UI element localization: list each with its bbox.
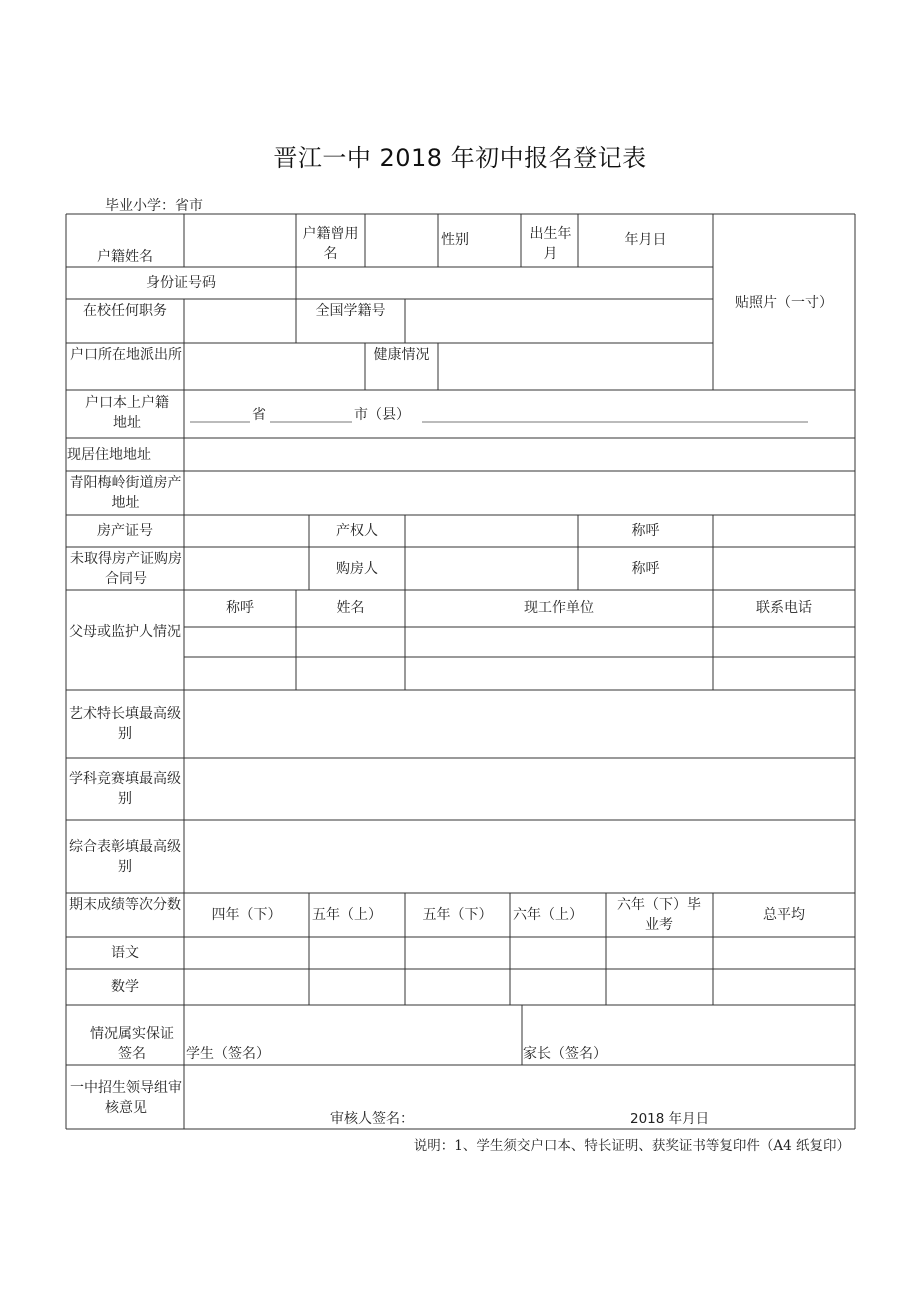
hukou-detail-input[interactable] xyxy=(422,400,808,422)
student-number-label: 全国学籍号 xyxy=(315,303,386,319)
score-col-graduation: 六年（下）毕业考 xyxy=(617,897,701,933)
contract-number-input[interactable] xyxy=(185,548,308,589)
current-address-input[interactable] xyxy=(185,439,854,470)
guardian-col-name: 姓名 xyxy=(336,600,365,616)
id-number-input[interactable] xyxy=(297,268,712,298)
parent-signature[interactable]: 家长（签名） xyxy=(523,1046,607,1062)
footnote: 说明：1、学生须交户口本、特长证明、获奖证书等复印件（A4 纸复印） xyxy=(413,1138,850,1154)
guardian-section-label: 父母或监护人情况 xyxy=(69,624,181,640)
qingyang-address-label: 青阳梅岭街道房产地址 xyxy=(69,475,182,511)
review-date: 2018 年月日 xyxy=(630,1111,710,1127)
graduated-school-label: 毕业小学：省市 xyxy=(105,198,203,214)
pledge-label: 情况属实保证签名 xyxy=(90,1026,174,1062)
photo-placeholder: 贴照片（一寸） xyxy=(735,295,833,311)
id-number-label: 身份证号码 xyxy=(146,275,216,291)
score-col-grade5-2: 五年（下） xyxy=(422,907,493,923)
gender-label: 性别 xyxy=(441,232,469,248)
score-row-chinese: 语文 xyxy=(111,945,139,961)
subject-competition-label: 学科竞赛填最高级别 xyxy=(69,771,181,807)
property-cert-input[interactable] xyxy=(185,516,308,546)
guardian-row[interactable] xyxy=(185,658,854,689)
score-row-math: 数学 xyxy=(111,979,139,995)
chinese-scores-row[interactable] xyxy=(185,938,854,968)
birth-label: 出生年月 xyxy=(529,226,572,262)
qingyang-address-input[interactable] xyxy=(185,472,854,514)
page-title: 晋江一中 2018 年初中报名登记表 xyxy=(273,144,647,172)
student-signature[interactable]: 学生（签名） xyxy=(186,1046,270,1062)
former-name-label: 户籍曾用名 xyxy=(302,226,359,262)
name-label: 户籍姓名 xyxy=(97,249,153,265)
owner-relation-label: 称呼 xyxy=(631,523,660,539)
property-cert-label: 房产证号 xyxy=(97,523,153,539)
score-col-average: 总平均 xyxy=(763,907,805,923)
score-col-grade4-2: 四年（下） xyxy=(211,907,282,923)
city-suffix: 市（县） xyxy=(354,407,410,423)
art-specialty-label: 艺术特长填最高级别 xyxy=(69,706,181,742)
contract-number-label: 未取得房产证购房合同号 xyxy=(70,551,182,587)
subject-competition-input[interactable] xyxy=(185,759,854,819)
police-station-input[interactable] xyxy=(185,344,364,389)
math-scores-row[interactable] xyxy=(185,970,854,1004)
guardian-col-phone: 联系电话 xyxy=(756,600,812,616)
guardian-row[interactable] xyxy=(185,628,854,656)
city-input[interactable] xyxy=(270,400,352,422)
owner-input[interactable] xyxy=(406,516,577,546)
school-post-label: 在校任何职务 xyxy=(83,303,167,319)
health-label: 健康情况 xyxy=(373,347,430,363)
scores-section-label: 期末成绩等次分数 xyxy=(69,897,181,913)
former-name-input[interactable] xyxy=(366,215,437,266)
reviewer-signature[interactable]: 审核人签名： xyxy=(330,1111,414,1127)
police-station-label: 户口所在地派出所 xyxy=(70,347,182,363)
province-suffix: 省 xyxy=(252,407,266,423)
buyer-input[interactable] xyxy=(406,548,577,589)
owner-relation-input[interactable] xyxy=(714,516,854,546)
owner-label: 产权人 xyxy=(336,523,378,539)
school-post-input[interactable] xyxy=(185,300,295,342)
guardian-col-workplace: 现工作单位 xyxy=(524,600,594,616)
guardian-col-relation: 称呼 xyxy=(226,600,254,616)
province-input[interactable] xyxy=(190,400,250,422)
name-input[interactable] xyxy=(185,215,295,266)
health-input[interactable] xyxy=(439,344,712,389)
student-number-input[interactable] xyxy=(406,300,712,342)
review-label: 一中招生领导组审核意见 xyxy=(70,1080,182,1116)
honor-label: 综合表彰填最高级别 xyxy=(69,839,181,875)
buyer-relation-input[interactable] xyxy=(714,548,854,589)
current-address-label: 现居住地地址 xyxy=(67,447,151,463)
score-col-grade5-1: 五年（上） xyxy=(312,907,382,923)
birth-format[interactable]: 年月日 xyxy=(624,232,667,248)
art-specialty-input[interactable] xyxy=(185,691,854,757)
honor-input[interactable] xyxy=(185,821,854,892)
buyer-relation-label: 称呼 xyxy=(631,561,660,577)
hukou-address-label: 户口本上户籍地址 xyxy=(85,395,169,431)
score-col-grade6-1: 六年（上） xyxy=(513,907,583,923)
buyer-label: 购房人 xyxy=(336,561,378,577)
